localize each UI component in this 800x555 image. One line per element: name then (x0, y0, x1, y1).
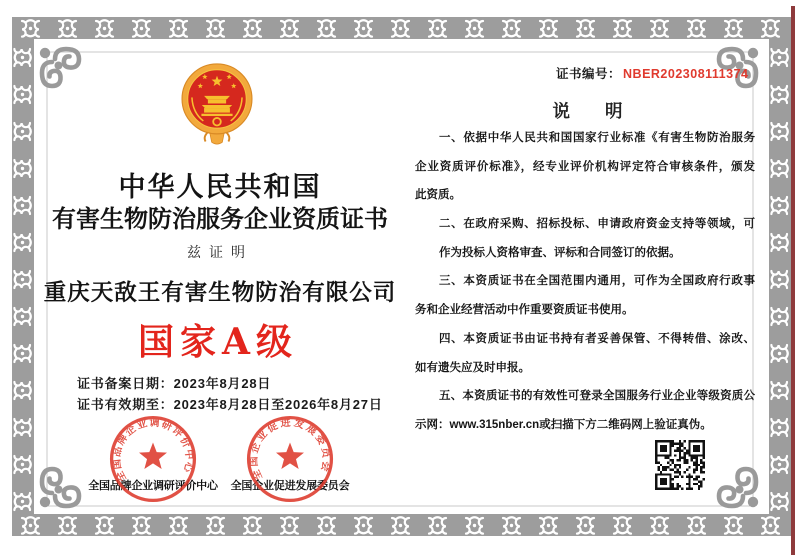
note-line: 作为投标人资格审查、评标和合同签订的依据。 (439, 246, 681, 259)
certificate-number-value: NBER202308111374 (623, 67, 749, 81)
photo-edge-strip (791, 6, 795, 555)
certificate-number-line (556, 64, 748, 82)
note-line: 一、依据中华人民共和国国家行业标准《有害生物防治服务 (439, 132, 755, 144)
notes-body (415, 124, 755, 440)
note-line: 此资质。 (415, 189, 461, 202)
china-national-emblem-icon (179, 62, 255, 148)
seal-caption-evaluation-center: 全国品牌企业调研评价中心 (88, 480, 218, 492)
country-title: 中华人民共和国 (118, 172, 322, 202)
red-seal-promotion-committee (244, 413, 336, 505)
record-date: 证书备案日期：2023年8月28日 (77, 376, 272, 391)
notes-header: 说 明 (552, 101, 623, 121)
note-line: 企业资质评价标准》，经专业评价机构评定符合审核条件，颁发 (415, 160, 755, 173)
red-seal-evaluation-center (107, 413, 199, 505)
note-line: 示网：www.315nber.cn或扫描下方二维码网上验证真伪。 (415, 418, 712, 431)
certificate-title: 有害生物防治服务企业资质证书 (52, 206, 388, 233)
seal-caption-promotion-committee: 全国企业促进发展委员会 (230, 480, 350, 492)
certificate-number-label: 证书编号： (556, 67, 622, 81)
verification-qr-code (655, 440, 705, 490)
seal-star-icon (276, 442, 304, 469)
note-line: 二、在政府采购、招标投标、申请政府资金支持等领域，可 (439, 218, 755, 231)
note-line: 四、本资质证书由证书持有者妥善保管、不得转借、涂改、 (439, 332, 755, 345)
company-name: 重庆天敌王有害生物防治有限公司 (43, 280, 397, 305)
seal-ring-text: 全国品牌企业调研评价中心 (111, 417, 195, 484)
valid-period: 证书有效期至：2023年8月28日至2026年8月27日 (77, 397, 383, 412)
note-line: 三、本资质证书在全国范围内通用，可作为全国政府行政事 (439, 275, 755, 288)
note-line: 务和企业经营活动中作重要资质证书使用。 (415, 304, 634, 317)
note-line: 五、本资质证书的有效性可登录全国服务行业企业等级资质公 (439, 390, 755, 403)
seal-star-icon (139, 442, 167, 469)
grade-level: 国家A级 (138, 321, 298, 363)
declaration-text: 兹证明 (187, 244, 253, 260)
note-line: 如有遗失应及时申报。 (415, 361, 530, 374)
seal-ring-text: 全国企业促进发展委员会 (248, 417, 332, 482)
